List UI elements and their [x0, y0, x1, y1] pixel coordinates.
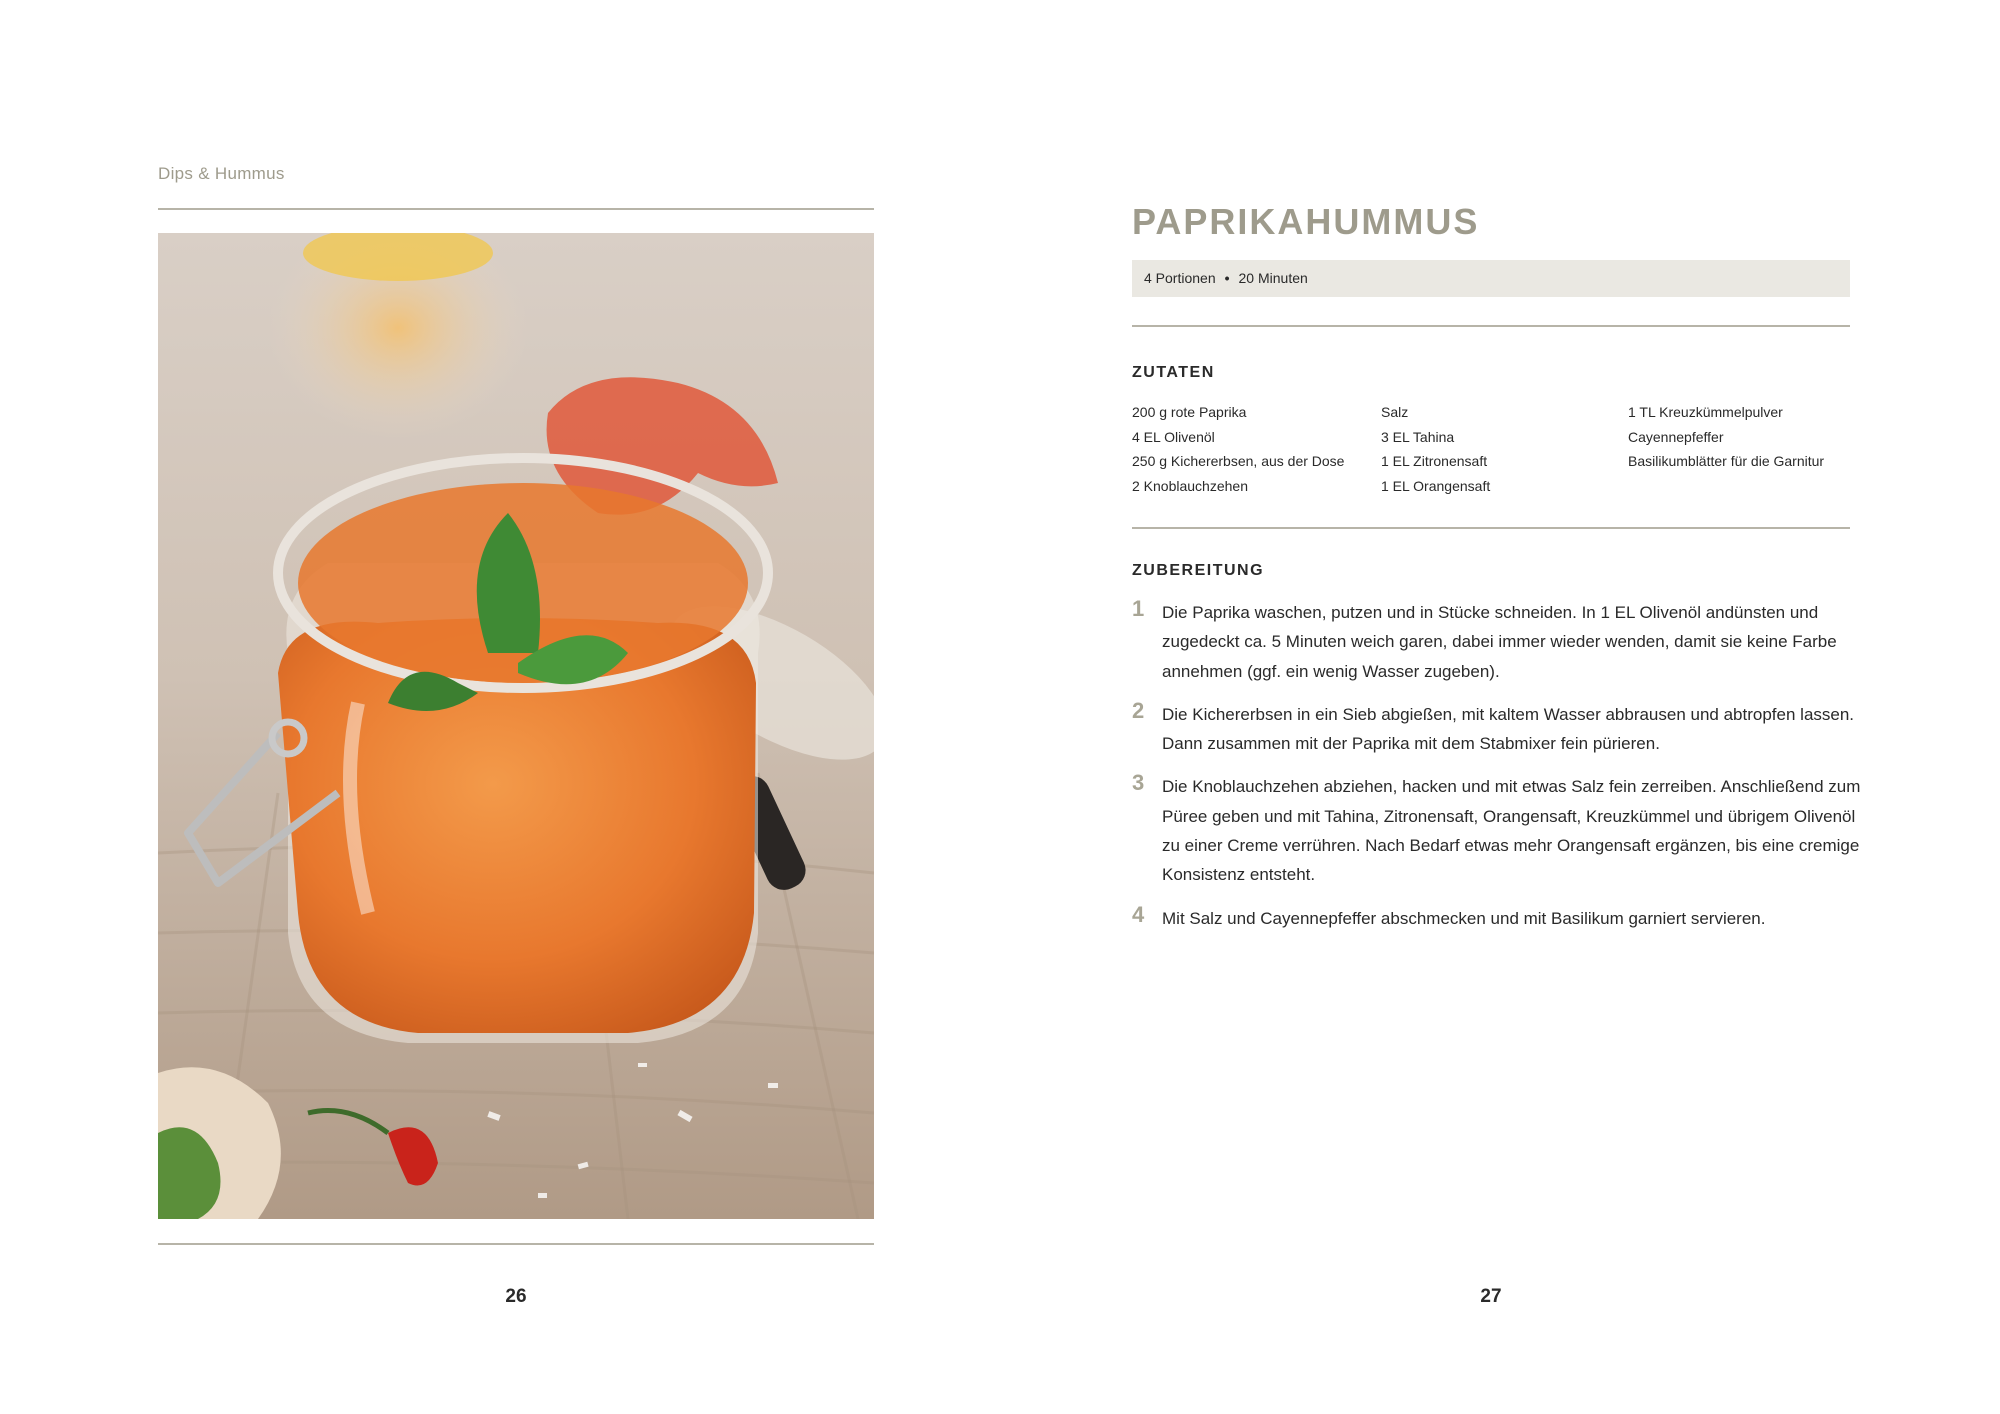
ingredient-item: 1 TL Kreuzkümmelpulver [1628, 404, 1783, 420]
prep-time: 20 Minuten [1238, 270, 1308, 286]
rule-below-ingredients [1132, 527, 1850, 529]
ingredient-item: 1 EL Zitronensaft [1381, 453, 1488, 469]
step-number: 4 [1132, 901, 1145, 927]
step-text: Mit Salz und Cayennepfeffer abschmecken und mit Basilikum garniert servieren. [1162, 908, 1766, 928]
meta-separator: • [1224, 270, 1230, 286]
preparation-steps [1132, 598, 1872, 947]
ingredient-item: Cayennepfeffer [1628, 428, 1724, 445]
running-head: Dips & Hummus [158, 164, 285, 183]
ingredients-heading: ZUTATEN [1132, 364, 1215, 381]
ingredient-item: 1 EL Orangensaft [1381, 477, 1491, 494]
step-item [1132, 901, 1872, 933]
top-rule-left [158, 208, 874, 210]
bottom-rule-left [158, 1243, 874, 1245]
ingredient-item: 200 g rote Paprika [1132, 404, 1247, 420]
ingredients-column-2 [1381, 400, 1490, 498]
step-item [1132, 697, 1872, 759]
step-number: 3 [1132, 770, 1145, 796]
ingredient-item: 3 EL Tahina [1381, 428, 1455, 445]
ingredient-item: 2 Knoblauchzehen [1132, 477, 1248, 494]
recipe-meta-bar [1132, 260, 1850, 297]
rule-below-meta [1132, 325, 1850, 327]
ingredients-column-1 [1132, 400, 1344, 498]
step-number: 2 [1132, 697, 1145, 723]
servings: 4 Portionen [1144, 270, 1216, 286]
step-text: Die Kichererbsen in ein Sieb abgießen, mit kaltem Wasser abbrausen und abtropfen lassen. Dann zusammen mit der Paprika mit dem Stabmixer fein pürieren. [1162, 704, 1855, 754]
step-text: Die Paprika waschen, putzen und in Stücke schneiden. In 1 EL Olivenöl andünsten und zugedeckt ca. 5 Minuten weich garen, dabei immer wieder wenden, damit sie keine Farbe annehmen (ggf. ein wenig Wasser zugeben). [1162, 603, 1837, 681]
step-item [1132, 772, 1872, 889]
step-number: 1 [1132, 596, 1145, 621]
recipe-title: PAPRIKAHUMMUS [1132, 201, 1480, 242]
step-text: Die Knoblauchzehen abziehen, hacken und mit etwas Salz fein zerreiben. Anschließend zum Püree geben und mit Tahina, Zitronensaft, Orangensaft, Kreuzkümmel und übrigem Olivenöl zu einer Creme verrühren. Nach Bedarf etwas mehr Orangensaft ergänzen, bis eine cremige Konsistenz entsteht. [1162, 777, 1861, 885]
hummus-jar-photo [158, 233, 874, 1219]
preparation-heading: ZUBEREITUNG [1132, 562, 1265, 579]
ingredient-item: 4 EL Olivenöl [1132, 428, 1215, 445]
page-number-left: 26 [505, 1286, 527, 1307]
step-item [1132, 598, 1872, 686]
ingredient-item: Basilikumblätter für die Garnitur [1628, 453, 1825, 469]
ingredient-item: Salz [1381, 404, 1409, 420]
right-page [1000, 0, 2000, 1414]
page-number-right: 27 [1480, 1286, 1502, 1307]
ingredient-item: 250 g Kichererbsen, aus der Dose [1132, 453, 1345, 469]
ingredients-column-3 [1628, 400, 1824, 474]
